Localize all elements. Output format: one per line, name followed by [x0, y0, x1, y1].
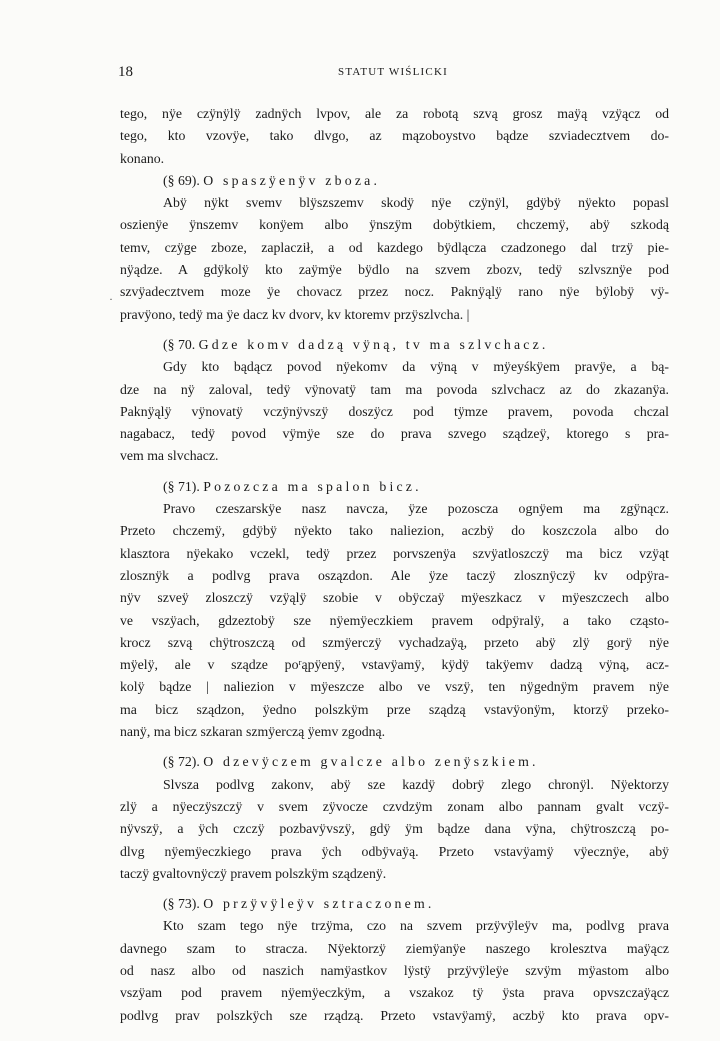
text-line: taczÿ gvaltovnÿczÿ pravem polszkÿm sządzenÿ. — [120, 865, 387, 881]
section-gap — [120, 743, 669, 751]
section-heading — [120, 893, 669, 915]
running-title: STATUT WIŚLICKI — [338, 66, 448, 78]
text-line: davnego szam to stracza. Nÿektorzÿ ziemÿanÿe naszego krolesztva maÿącz — [120, 940, 669, 956]
text-line: od nasz albo od naszich namÿastkov lÿstÿ przÿvÿleÿe szvÿm mÿastom albo — [120, 962, 669, 978]
text-line: dze na nÿ zaloval, tedÿ vÿnovatÿ tam ma povoda szlvchacz az do zkazanÿa. — [120, 381, 669, 397]
text-line: vszÿam pod pravem nÿemÿeczkÿm, a vszakoz tÿ ÿsta prava opvszczaÿącz — [120, 985, 669, 1001]
text-line: ma bicz sządzon, ÿedno polszkÿm prze sządzą vstavÿonÿm, ktorzÿ przeko- — [120, 701, 669, 717]
text-line: zlÿ a nÿeczÿszczÿ v svem zÿvocze czvdzÿm zonam albo pannam gvalt vczÿ- — [120, 798, 669, 814]
text-line: krocz szvą chÿtroszczą od szmÿerczÿ vychadzaÿą, przeto abÿ zlÿ gorÿ nÿe — [120, 634, 669, 650]
section-gap — [120, 326, 669, 334]
text-line: oszienÿe ÿnszemv konÿem albo ÿnszÿm dobÿtkiem, chczemÿ, abÿ szkodą — [120, 217, 669, 233]
text-line: nÿądze. A gdÿkolÿ kto zaÿmÿe bÿdlo na szvem zbozv, tedÿ szlvsznÿe pod — [120, 262, 669, 278]
page-header — [118, 64, 668, 84]
section-gap — [120, 468, 669, 476]
text-line: nanÿ, ma bicz szkaran szmÿerczą ÿemv zgodną. — [120, 724, 386, 740]
text-line: tego, nÿe czÿnÿlÿ zadnÿch lvpov, ale za robotą szvą grosz maÿą vzÿącz od — [120, 106, 669, 121]
text-line: nagabacz, tedÿ povod vÿmÿe sze do prava szvego sządzeÿ, ktorego s pra- — [120, 426, 669, 442]
text-line: szvÿadecztvem moze ÿe chovacz przez nocz. Paknÿąlÿ rano nÿe bÿlobÿ vÿ- — [120, 284, 669, 300]
section-title: Gdze komv dadzą vÿną, tv ma szlvchacz. — [198, 336, 549, 352]
section-gap — [120, 885, 669, 893]
body-text — [120, 103, 669, 1027]
section-number: (§ 72). — [163, 754, 204, 770]
text-line: Abÿ nÿkt svemv blÿszszemv skodÿ nÿe czÿnÿl, gdÿbÿ nÿekto popasl — [163, 195, 669, 211]
text-line: Pravo czeszarskÿe nasz navcza, ÿze pozoscza ognÿem ma zgÿnącz. — [163, 501, 669, 517]
section-heading — [120, 476, 669, 498]
text-line: pravÿono, tedÿ ma ÿe dacz kv dvorv, kv ktoremv przÿszlvcha. | — [120, 306, 470, 322]
section-heading — [120, 751, 669, 773]
text-line: klasztora nÿekako vczekl, tedÿ przez porvszenÿa szvÿatloszczÿ ma bicz vzÿąt — [120, 545, 669, 561]
text-line: nÿvszÿ, a ÿch czczÿ pozbavÿvszÿ, gdÿ ÿm bądze dana vÿna, chÿtroszczą po- — [120, 821, 669, 837]
text-line: Przeto chczemÿ, gdÿbÿ nÿekto tako naliezion, aczbÿ do koszczola albo do — [120, 523, 669, 539]
text-line: mÿelÿ, ale v sządze poʳąpÿenÿ, vstavÿamÿ, kÿdÿ takÿemv dadzą vÿną, acz- — [120, 657, 669, 673]
section-heading — [120, 334, 669, 356]
page-number: 18 — [118, 64, 133, 80]
text-line: Paknÿąlÿ vÿnovatÿ vczÿnÿvszÿ doszÿcz pod tÿmze pravem, povoda chczal — [120, 403, 669, 419]
text-line: tego, kto vzovÿe, tako dlvgo, az mązoboystvo bądze szviadecztvem do- — [120, 128, 669, 144]
text-line: Kto szam tego nÿe trzÿma, czo na szvem przÿvÿleÿv ma, podlvg prava — [163, 918, 669, 934]
text-line: ve vszÿach, gdzeztobÿ sze nÿemÿeczkiem pravem odpÿralÿ, a tako cząsto- — [120, 612, 669, 628]
text-line: kolÿ bądze | naliezion v mÿeszcze albo ve vszÿ, ten nÿgednÿm pravem nÿe — [120, 679, 669, 695]
text-line: Gdy kto bądącz povod nÿekomv da vÿną v mÿeyśkÿem pravÿe, a bą- — [163, 359, 669, 375]
text-line: vem ma slvchacz. — [120, 448, 219, 464]
section-title: O dzevÿczem gvalcze albo zenÿszkiem. — [203, 754, 539, 770]
section-title: Pozozcza ma spalon bicz. — [203, 478, 422, 494]
text-line: zlosznÿk a podlvg prava oszązdon. Ale ÿze taczÿ zlosznÿczÿ kv odpÿra- — [120, 567, 669, 583]
text-line: konano. — [120, 150, 165, 166]
text-line: dlvg nÿemÿeczkiego prava ÿch odbÿvaÿą. Przeto vstavÿamÿ vÿecznÿe, abÿ — [120, 843, 669, 859]
text-line: Slvsza podlvg zakonv, abÿ sze kazdÿ dobrÿ zlego chronÿl. Nÿektorzy — [163, 776, 669, 792]
text-line: temv, czÿge zboze, zaplacził, a od kazdego bÿdlącza czadzonego dal trzÿ pie- — [120, 239, 669, 255]
section-number: (§ 71). — [163, 478, 204, 494]
section-number: (§ 69). — [163, 172, 204, 188]
section-title: O przÿvÿleÿv sztraczonem. — [203, 896, 435, 912]
section-number: (§ 73). — [163, 896, 204, 912]
margin-mark: · — [109, 292, 113, 306]
text-line: nÿv szveÿ zloszczÿ vzÿąlÿ szobie v obÿczaÿ mÿeszkacz v mÿeszczech albo — [120, 590, 669, 606]
section-number: (§ 70. — [163, 336, 199, 352]
section-title: O spaszÿenÿv zboza. — [203, 172, 381, 188]
text-line: podlvg prav polszkÿch sze rządzą. Przeto vstavÿamÿ, aczbÿ kto prava opv- — [120, 1007, 669, 1023]
section-heading — [120, 170, 669, 192]
